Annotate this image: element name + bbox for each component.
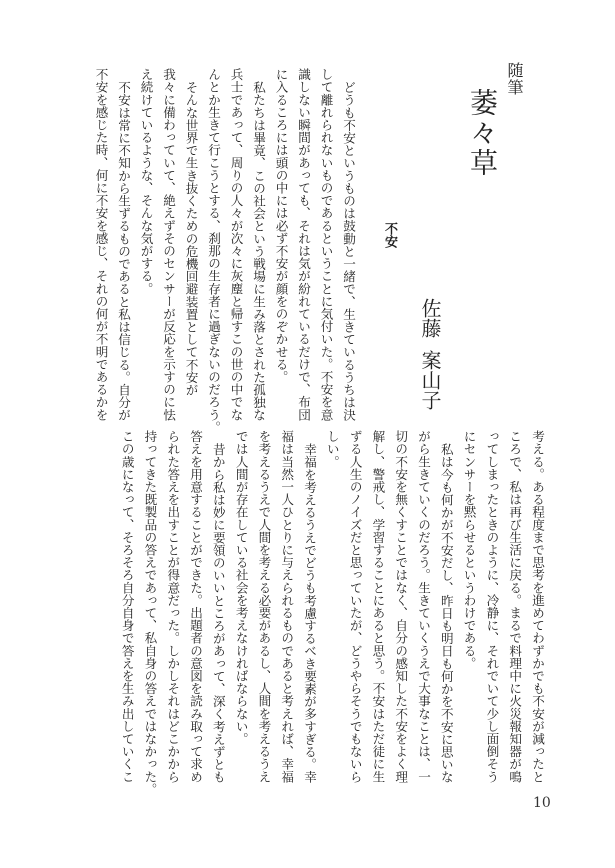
- text-line: して離れられないものであるということに気付いた。不安を意: [318, 68, 334, 421]
- body-text-top: [89, 68, 359, 433]
- genre-label: 随筆: [505, 62, 524, 96]
- text-line: 福は当然一人ひとりに与えられるものであると考えれば、幸福: [279, 430, 295, 783]
- text-line: 持ってきた既製品の答えであって、私自身の答えではなかった。: [142, 430, 158, 796]
- page-number: 10: [533, 795, 551, 811]
- text-line: 切の不安を無くすことではなく、自分の感知した不安をよく理: [393, 430, 409, 783]
- text-line: にセンサーを黙らせるというわけである。: [461, 430, 477, 670]
- text-line: 考える。ある程度まで思考を進めてわずかでも不安が減ったと: [530, 430, 545, 783]
- text-line: ずる人生のノイズだと思っていたが、どうやらそうでもないら: [347, 430, 363, 783]
- text-line: え続けているような、そんな気がする。: [138, 68, 154, 295]
- text-line: 幸福を考えるうえでどうも考慮するべき要素が多すぎる。幸: [302, 442, 318, 783]
- text-line: 我々に備わっていて、絶えずそのセンサーが反応を示すのに怯: [161, 68, 176, 421]
- text-line: どうも不安というものは鼓動と一緒で、生きているうちは決: [341, 80, 356, 421]
- text-line: 私は今も何かが不安だし、昨日も明日も何かを不安に思いな: [438, 442, 454, 783]
- text-line: 不安を感じた時、何に不安を感じ、それの何が不明であるかを: [93, 68, 109, 421]
- text-line: 兵士であって、周りの人々が次々に灰塵と帰すこの世の中でな: [228, 68, 244, 421]
- text-line: 解し、警戒し、学習することにあると思う。不安はただ徒に生: [370, 430, 386, 783]
- text-line: を考えるうえで人間を考える必要があるし、人間を考えるうえ: [256, 430, 272, 783]
- body-text-bottom: [115, 430, 548, 795]
- text-line: 昔から私は妙に要領のいいところがあって、深く考えずとも: [210, 442, 226, 783]
- text-line: この歳になって、そろそろ自分自身で答えを生み出していくこ: [119, 430, 135, 783]
- text-line: 識しない瞬間があっても、それは気が紛れているだけで、布団: [296, 68, 311, 421]
- author-given-name: 案山子: [418, 350, 442, 410]
- author-family-name: 佐藤: [418, 298, 442, 338]
- author-name: [419, 298, 441, 410]
- text-line: では人間が存在している社会を考えなければならない。: [233, 430, 249, 745]
- text-line: 答えを用意することができた。出題者の意図を読み取って求め: [188, 430, 204, 783]
- text-line: られた答えを出すことが得意だった。しかしそれはどこかから: [165, 430, 181, 783]
- text-line: ころで、私は再び生活に戻る。まるで料理中に火災報知器が鳴: [507, 430, 523, 783]
- text-line: がら生きていくのだろう。生きていくうえで大事なことは、一: [416, 430, 432, 783]
- text-line: に入るころには頭の中には必ず不安が顔をのぞかせる。: [273, 68, 289, 383]
- text-line: 私たちは畢竟、この社会という戦場に生み落とされた孤独な: [251, 80, 266, 421]
- essay-subtitle: 不安: [382, 222, 397, 248]
- text-line: ってしまったときのように、冷静に、それでいて少し面倒そう: [484, 430, 500, 783]
- text-line: 不安は常に不知から生ずるものであると私は信じる。自分が: [116, 80, 131, 421]
- essay-title: 萎々草: [466, 88, 499, 178]
- text-line: そんな世界で生き抜くための危機回避装置として不安が: [183, 80, 199, 396]
- text-line: しい。: [324, 430, 340, 468]
- text-line: んとか生きて行こうとする、刹那の生存者に過ぎないのだろう。: [206, 68, 221, 434]
